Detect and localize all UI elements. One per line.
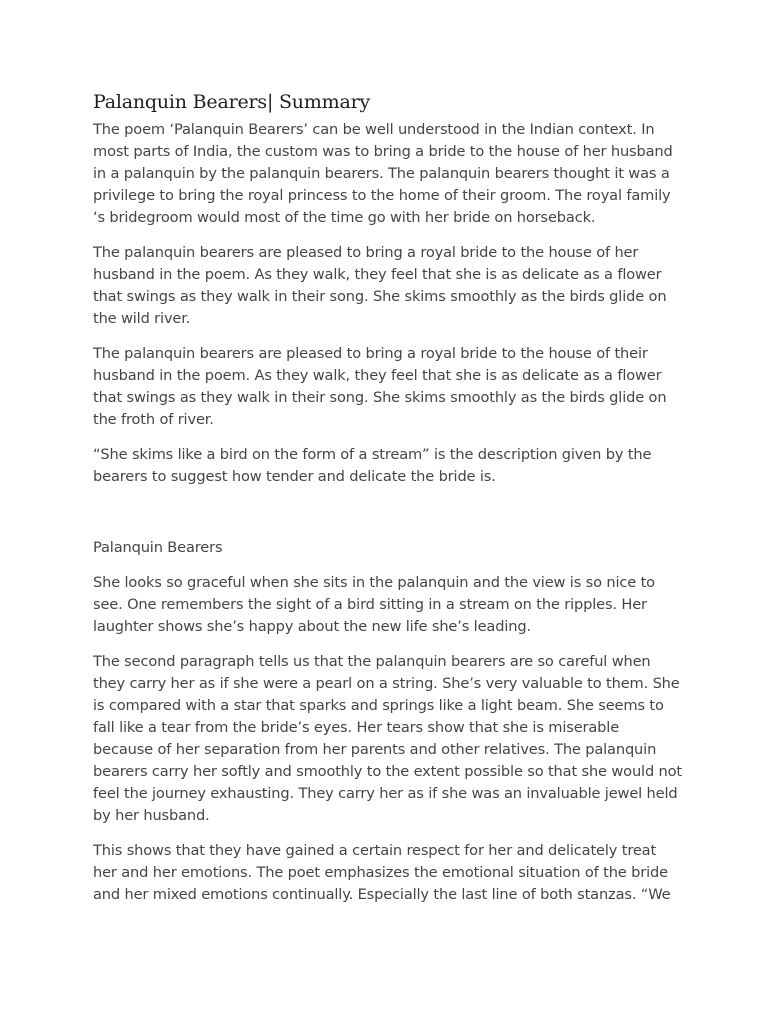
document-title: Palanquin Bearers| Summary: [93, 91, 371, 113]
paragraph-intro: The poem ‘Palanquin Bearers’ can be well understood in the Indian context. In most parts of India, the custom was to bring a bride to the house of her husband in a palanquin by the palanquin bearers. The palanquin bearers thought it was a privilege to bring the royal princess to the home of their groom. The royal family ‘s bridegroom would most of the time go with her bride on horseback.: [93, 121, 673, 226]
paragraph-graceful: She looks so graceful when she sits in the palanquin and the view is so nice to see. One remembers the sight of a bird sitting in a stream on the ripples. Her laughter shows she’s happy about the new life she’s leading.: [93, 574, 655, 635]
paragraph-bird-quote: “She skims like a bird on the form of a stream” is the description given by the bearers to suggest how tender and delicate the bride is.: [93, 446, 652, 485]
document-page: [93, 88, 683, 919]
paragraph-royal-bride-repeat: The palanquin bearers are pleased to bring a royal bride to the house of their husband in the poem. As they walk, they feel that she is as delicate as a flower that swings as they walk in their song. She skims smoothly as the birds glide on the froth of river.: [93, 345, 667, 428]
paragraph-second-stanza: The second paragraph tells us that the palanquin bearers are so careful when they carry her as if she were a pearl on a string. She’s very valuable to them. She is compared with a star that sparks and springs like a light beam. She seems to fall like a tear from the bride’s eyes. Her tears show that she is miserable because of her separation from her parents and other relatives. The palanquin bearers carry her softly and smoothly to the extent possible so that she would not feel the journey exhausting. They carry her as if she was an invaluable jewel held by her husband.: [93, 653, 683, 824]
section-spacer: [93, 501, 683, 537]
paragraph-respect: This shows that they have gained a certain respect for her and delicately treat her and her emotions. The poet emphasizes the emotional situation of the bride and her mixed emotions continually. Especially the last line of both stanzas. “We: [93, 842, 671, 903]
paragraph-royal-bride: The palanquin bearers are pleased to bring a royal bride to the house of her husband in the poem. As they walk, they feel that she is as delicate as a flower that swings as they walk in their song. She skims smoothly as the birds glide on the wild river.: [93, 244, 667, 327]
section-subheading: Palanquin Bearers: [93, 539, 223, 556]
